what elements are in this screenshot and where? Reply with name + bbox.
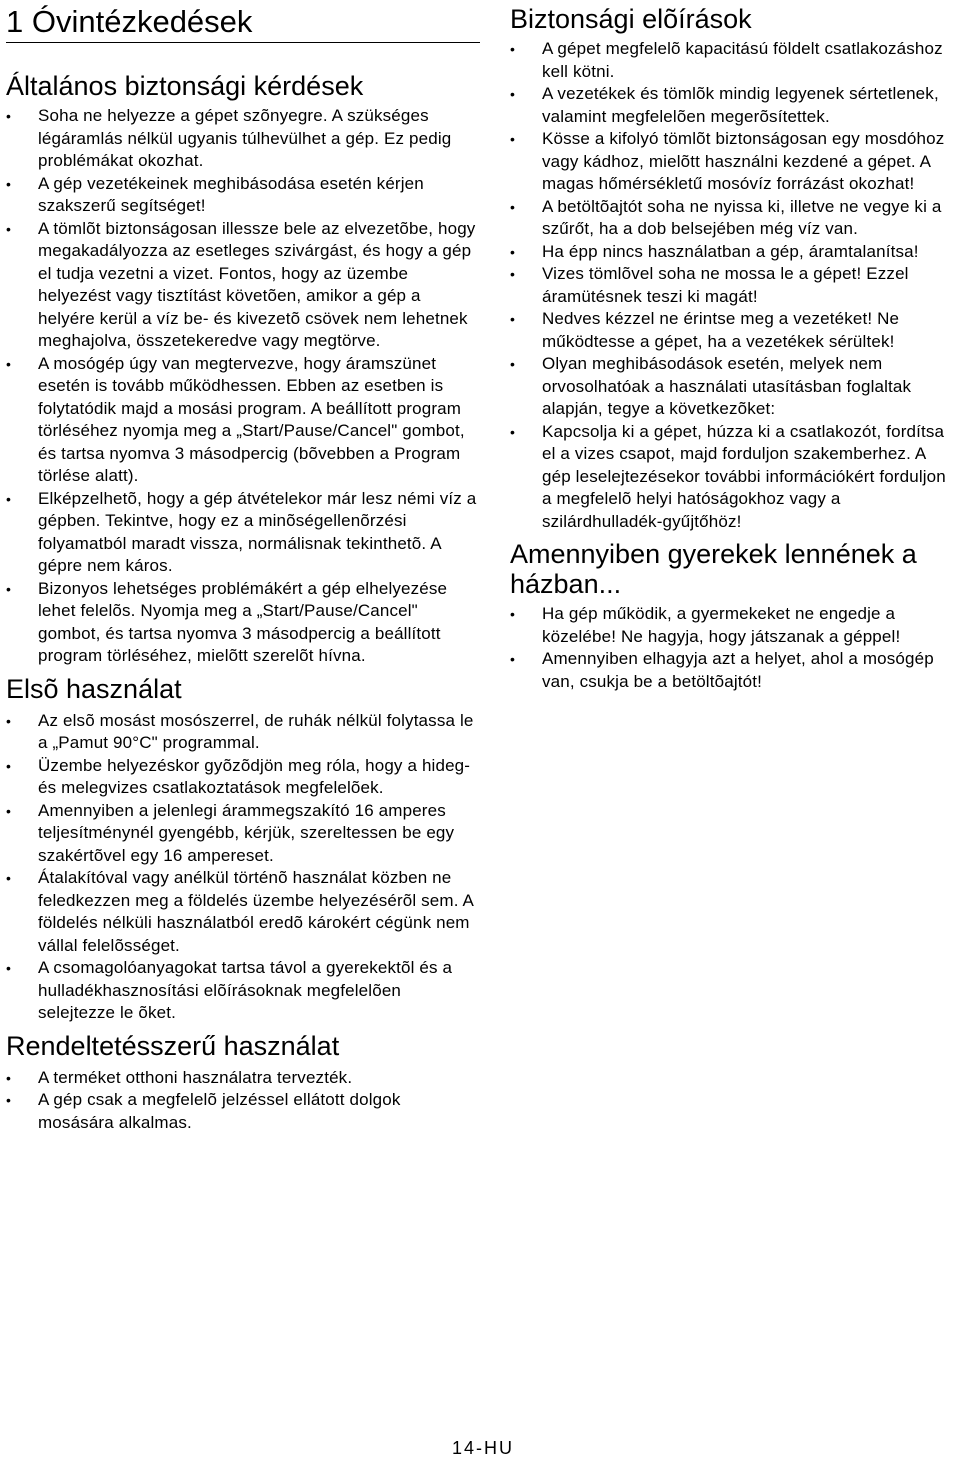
list-item: • Amennyiben elhagyja azt a helyet, ahol a mosógép van, csukja be a betöltõajtót! <box>510 648 958 693</box>
list-item: • Kösse a kifolyó tömlõt biztonságosan egy mosdóhoz vagy kádhoz, mielõtt használni kezdené a gépet. A magas hőmérsékletű mosóvíz forrázást okozhat! <box>510 128 958 196</box>
safety-rules-list <box>510 38 958 533</box>
list-item: • A gépet megfelelõ kapacitású földelt csatlakozáshoz kell kötni. <box>510 38 958 83</box>
intended-use-heading: Rendeltetésszerű használat <box>6 1030 340 1061</box>
list-item: • Üzembe helyezéskor gyõzõdjön meg róla, hogy a hideg- és melegvizes csatlakoztatások megfelelõek. <box>6 755 480 800</box>
list-item: • A vezetékek és tömlõk mindig legyenek sértetlenek, valamint megfelelõen megerõsítettek. <box>510 83 958 128</box>
list-item: • A tömlõt biztonságosan illessze bele az elvezetõbe, hogy megakadályozza az esetleges szivárgást, és hogy a gép el tudja vezetni a vizet. Fontos, hogy az üzembe helyezést vagy tisztítást követõen, amikor a gép a helyére kerül a víz be- és kivezetõ csövek nem lehetnek meghajolva, összetekeredve vagy megtörve. <box>6 218 480 353</box>
intended-use-list <box>6 1067 480 1135</box>
page-number: 14-HU <box>452 1438 515 1458</box>
general-heading: Általános biztonsági kérdések <box>6 71 364 101</box>
first-use-list <box>6 710 480 1025</box>
list-item: • Elképzelhetõ, hogy a gép átvételekor már lesz némi víz a gépben. Tekintve, hogy ez a minõségellenõrzési folyamatból maradt vissza, normálisnak tekinthetõ. A gépre nem káros. <box>6 488 480 578</box>
chapter-title: 1 Óvintézkedések <box>6 4 480 43</box>
first-use-heading: Elsõ használat <box>6 673 182 704</box>
list-item: • A gép csak a megfelelõ jelzéssel ellátott dolgok mosására alkalmas. <box>6 1089 480 1134</box>
list-item: • A csomagolóanyagokat tartsa távol a gyerekektõl és a hulladékhasznosítási elõírásoknak megfelelõen selejtezze le õket. <box>6 957 480 1025</box>
list-item: • Bizonyos lehetséges problémákért a gép elhelyezése lehet felelõs. Nyomja meg a „Start/Pause/Cancel" gombot, és tartsa nyomva 3 másodpercig a beállított program törléséhez, mielõtt szerelõt hívna. <box>6 578 480 668</box>
list-item: • Az elsõ mosást mosószerrel, de ruhák nélkül folytassa le a „Pamut 90°C" programmal. <box>6 710 480 755</box>
list-item: • A mosógép úgy van megtervezve, hogy áramszünet esetén is tovább működhessen. Ebben az esetben is folytatódik majd a mosási program. A beállított program törléséhez nyomja meg a „Start/Pause/Cancel" gombot, és tartsa nyomva 3 másodpercig (bõvebben a Program törlése alatt). <box>6 353 480 488</box>
list-item: • A gép vezetékeinek meghibásodása esetén kérjen szakszerű segítséget! <box>6 173 480 218</box>
list-item: • Ha épp nincs használatban a gép, áramtalanítsa! <box>510 241 958 264</box>
safety-rules-heading: Biztonsági elõírások <box>510 4 752 34</box>
children-heading: Amennyiben gyerekek lennének a házban... <box>510 539 917 599</box>
list-item: • A terméket otthoni használatra tervezték. <box>6 1067 480 1090</box>
list-item: • A betöltõajtót soha ne nyissa ki, illetve ne vegye ki a szűrőt, ha a dob belsejében még víz van. <box>510 196 958 241</box>
general-list <box>6 105 480 668</box>
list-item: • Ha gép működik, a gyermekeket ne engedje a közelébe! Ne hagyja, hogy játszanak a géppel! <box>510 603 958 648</box>
list-item: • Amennyiben a jelenlegi árammegszakító 16 amperes teljesítménynél gyengébb, kérjük, szereltessen be egy szakértõvel egy 16 ampereset. <box>6 800 480 868</box>
list-item: • Nedves kézzel ne érintse meg a vezetéket! Ne működtesse a gépet, ha a vezetékek sérültek! <box>510 308 958 353</box>
right-column <box>510 0 958 693</box>
list-item: • Soha ne helyezze a gépet szõnyegre. A szükséges légáramlás nélkül ugyanis túlhevülhet a gép. Ez pedig problémákat okozhat. <box>6 105 480 173</box>
list-item: • Vizes tömlõvel soha ne mossa le a gépet! Ezzel áramütésnek teszi ki magát! <box>510 263 958 308</box>
children-list <box>510 603 958 693</box>
list-item: • Átalakítóval vagy anélkül történõ használat közben ne feledkezzen meg a földelés üzembe helyezésérõl sem. A földelés nélküli használatból eredõ károkért cégünk nem vállal felelõsséget. <box>6 867 480 957</box>
list-item: • Olyan meghibásodások esetén, melyek nem orvosolhatóak a használati utasításban foglaltak alapján, tegye a következõket: <box>510 353 958 421</box>
left-column <box>6 0 480 1134</box>
list-item: • Kapcsolja ki a gépet, húzza ki a csatlakozót, fordítsa el a vizes csapot, majd forduljon szakemberhez. A gép leselejtezésekor további információkért forduljon a megfelelõ helyi hatóságokhoz vagy a szilárdhulladék-gyűjtőhöz! <box>510 421 958 534</box>
